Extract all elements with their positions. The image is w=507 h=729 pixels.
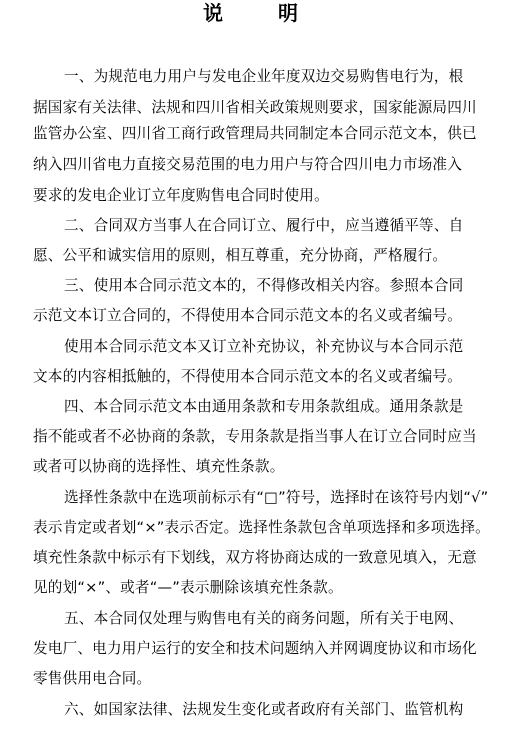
- text-line: 示范文本订立合同的，不得使用本合同示范文本的名义或者编号。: [33, 307, 463, 324]
- text-line: 见的划“×”、或者“—”表示删除该填充性条款。: [33, 579, 343, 596]
- text-line: 监管办公室、四川省工商行政管理局共同制定本合同示范文本，供已: [33, 125, 477, 142]
- text-line: 零售供用电合同。: [33, 670, 152, 687]
- text-line: 要求的发电企业订立年度购售电合同时使用。: [33, 187, 329, 204]
- text-line: 一、为规范电力用户与发电企业年度双边交易购售电行为，根: [64, 68, 464, 85]
- text-line: 选择性条款中在选项前标示有“□”符号，选择时在该符号内划“√”: [64, 489, 489, 506]
- text-line: 文本的内容相抵触的，不得使用本合同示范文本的名义或者编号。: [33, 368, 463, 385]
- text-line: 纳入四川省电力直接交易范围的电力用户与符合四川电力市场准入: [33, 156, 463, 173]
- text-line: 或者可以协商的选择性、填充性条款。: [33, 458, 285, 475]
- text-line: 愿、公平和诚实信用的原则，相互尊重，充分协商，严格履行。: [33, 247, 448, 264]
- text-line: 二、合同双方当事人在合同订立、履行中，应当遵循平等、自: [64, 217, 464, 234]
- text-line: 使用本合同示范文本又订立补充协议，补充协议与本合同示范: [64, 338, 464, 355]
- text-line: 六、如国家法律、法规发生变化或者政府有关部门、监管机构: [64, 701, 464, 718]
- text-line: 四、本合同示范文本由通用条款和专用条款组成。通用条款是: [64, 398, 464, 415]
- text-line: 发电厂、电力用户运行的安全和技术问题纳入并网调度协议和市场化: [33, 640, 477, 657]
- text-line: 五、本合同仅处理与购售电有关的商务问题，所有关于电网、: [64, 610, 464, 627]
- text-line: 指不能或者不必协商的条款，专用条款是指当事人在订立合同时应当: [33, 428, 477, 445]
- text-line: 表示肯定或者划“×”表示否定。选择性条款包含单项选择和多项选择。: [33, 519, 490, 536]
- document-title: 说 明: [203, 1, 322, 25]
- text-line: 三、使用本合同示范文本的，不得修改相关内容。参照本合同: [64, 277, 464, 294]
- text-line: 据国家有关法律、法规和四川省相关政策规则要求，国家能源局四川: [33, 99, 477, 116]
- text-line: 填充性条款中标示有下划线，双方将协商达成的一致意见填入，无意: [33, 549, 477, 566]
